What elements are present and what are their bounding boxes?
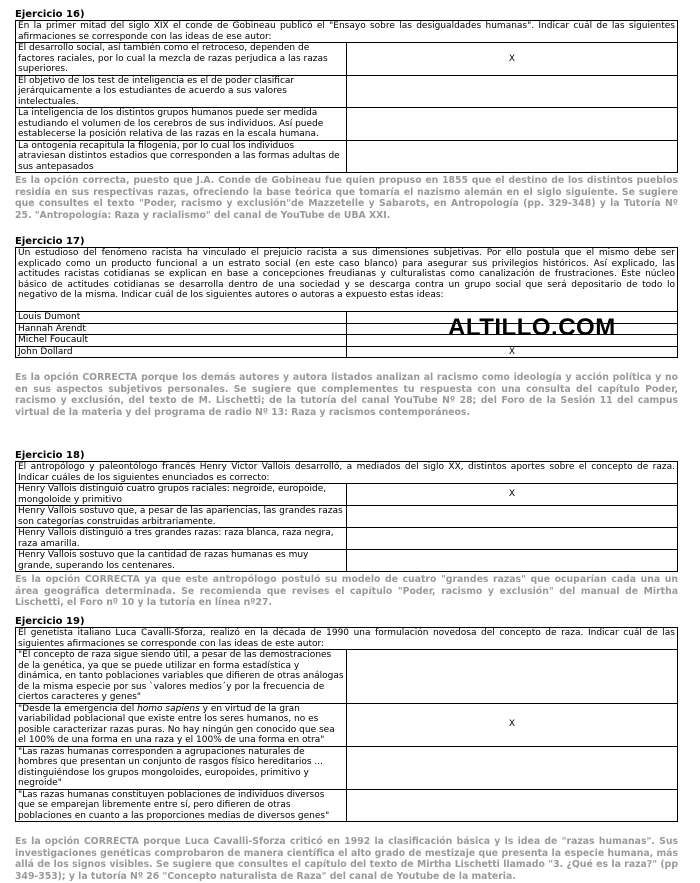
option-text: "Las razas humanas constituyen poblaciones de individuos diversos que se emparejan libremente entre sí, pero difieren de otras poblaciones en cuanto a las proporciones medias de diversos genes" <box>16 789 347 822</box>
explanation-text: Es la opción CORRECTA ya que este antropólogo postuló su modelo de cuatro "grandes razas" que ocuparían cada una un área geográfica determinada. Se recomienda que revises el capítulo "Poder, racismo y exclusión" del manual de Mirtha Lischetti, el Foro nº 10 y la tutoría en línea nº27. <box>15 574 678 609</box>
explanation-text: Es la opción CORRECTA porque los demás autores y autora listados analizan al racismo como ideología y acción política y no en sus aspectos subjetivos personales. Se sugiere que complementes tu respuesta con una consulta del capítulo Poder, racismo y exclusión, del texto de M. Lischetti; de la tutoría del canal YouTube Nº 28; del Foro de la Sesión 11 del campus virtual de la materia y del programa de radio Nº 13: Raza y racismos contemporáneos. <box>15 372 678 419</box>
option-row <box>16 346 678 358</box>
option-text: El desarrollo social, así también como el retroceso, dependen de factores raciales, por lo cual la mezcla de razas perjudica a las razas superiores. <box>16 43 347 76</box>
option-text: Hannah Arendt <box>16 323 347 335</box>
question-text: El genetista italiano Luca Cavalli-Sforza, realizó en la década de 1990 una formulación novedosa del concepto de raza. Indicar cuál de las siguientes afirmaciones se corresponde con las ideas de este autor: <box>16 628 678 650</box>
answer-mark <box>347 108 678 141</box>
option-row <box>16 746 678 789</box>
option-text: El objetivo de los test de inteligencia es el de poder clasificar jerárquicamente a los estudiantes de acuerdo a sus valores intelectuales. <box>16 75 347 108</box>
option-row <box>16 650 678 704</box>
answer-mark <box>347 789 678 822</box>
answer-mark: X <box>347 43 678 76</box>
option-row <box>16 43 678 76</box>
exercise-18 <box>15 450 678 609</box>
exercise-title: Ejercicio 17) <box>15 236 85 247</box>
option-text: Louis Dumont <box>16 312 347 324</box>
option-row <box>16 75 678 108</box>
option-text: Michel Foucault <box>16 335 347 347</box>
option-row <box>16 703 678 746</box>
exercise-table <box>15 20 678 173</box>
exercise-title: Ejercicio 18) <box>15 450 85 461</box>
option-row <box>16 140 678 173</box>
option-row <box>16 506 678 528</box>
answer-mark <box>347 650 678 704</box>
exercise-title: Ejercicio 16) <box>15 9 85 20</box>
answer-mark: X <box>347 703 678 746</box>
option-text: Henry Vallois distinguió a tres grandes razas: raza blanca, raza negra, raza amarilla. <box>16 528 347 550</box>
answer-mark <box>347 75 678 108</box>
exercise-table <box>15 627 678 822</box>
option-text: La inteligencia de los distintos grupos humanos puede ser medida estudiando el volumen de los cerebros de sus individuos. Así puede establecerse la posición relativa de las razas en la escala humana. <box>16 108 347 141</box>
option-text: "Desde la emergencia del homo sapiens y en virtud de la gran variabilidad poblacional que existe entre los seres humanos, no es posible caracterizar razas puras. No hay ningún gen conocido que sea el 100% de una forma en una raza y el 100% de una forma en otra" <box>16 703 347 746</box>
answer-mark <box>347 746 678 789</box>
exercise-title: Ejercicio 19) <box>15 616 85 627</box>
option-text: Henry Vallois sostuvo que, a pesar de las apariencias, las grandes razas son categorías construidas arbitrariamente. <box>16 506 347 528</box>
answer-mark <box>347 140 678 173</box>
answer-mark: X <box>347 346 678 358</box>
option-text: La ontogenia recapitula la filogenia, por lo cual los individuos atraviesan distintos estadios que corresponden a las formas adultas de sus antepasados <box>16 140 347 173</box>
option-text: Henry Vallois distinguió cuatro grupos raciales: negroide, europoide, mongoloide y primitivo <box>16 484 347 506</box>
explanation-text: Es la opción CORRECTA porque Luca Cavalli-Sforza criticó en 1992 la clasificación básica y ls idea de "razas humanas". Sus investigaciones genéticas comprobaron de manera científica el alto grado de mestizaje que presenta la especie humana, más allá de los signos visibles. Se sugiere que consultes el capítulo del texto de Mirtha Lischetti llamado "3. ¿Qué es la raza?" (pp 349-353); y la tutoría Nº 26 "Concepto naturalista de Raza" del canal de Youtube de la materia. <box>15 836 678 883</box>
question-text: En la primer mitad del siglo XIX el conde de Gobineau publicó el "Ensayo sobre las desigualdades humanas". Indicar cuál de las siguientes afirmaciones se corresponde con las ideas de ese autor: <box>16 21 678 43</box>
question-text: El antropólogo y paleontólogo francés Henry Victor Vallois desarrolló, a mediados del siglo XX, distintos aportes sobre el concepto de raza. Indicar cuáles de los siguientes enunciados es correcto: <box>16 462 678 484</box>
option-row <box>16 484 678 506</box>
explanation-text: Es la opción correcta, puesto que J.A. Conde de Gobineau fue quien propuso en 1855 que el destino de los distintos pueblos residía en sus respectivas razas, ofreciendo la base teórica que tomaría el nazismo alemán en el siglo siguiente. Se sugiere que consultes el texto "Poder, racismo y exclusión"de Mazzetelle y Sabarots, en Antropología (pp. 329-348) y la Tutoría Nº 25. "Antropología: Raza y racialismo" del canal de YouTube de UBA XXI. <box>15 175 678 222</box>
watermark-logo: ALTILLO.COM <box>448 314 616 341</box>
answer-mark <box>347 550 678 572</box>
answer-mark <box>347 506 678 528</box>
answer-mark: X <box>347 484 678 506</box>
option-text: "El concepto de raza sigue siendo útil, a pesar de las demostraciones de la genética, ya que se puede utilizar en forma estadística y dinámica, en tanto poblaciones variables que difieren de otras análogas de la misma especie por sus `valores medios´y por la frecuencia de ciertos caracteres y genes" <box>16 650 347 704</box>
species-name: homo sapiens <box>137 703 200 714</box>
option-text: "Las razas humanas corresponden a agrupaciones naturales de hombres que presentan un conjunto de rasgos físico hereditarios ... distinguiéndose los grupos mongoloides, europoides, primitivo y negroide" <box>16 746 347 789</box>
exercise-table <box>15 461 678 572</box>
option-row <box>16 789 678 822</box>
exercise-19 <box>15 616 678 883</box>
option-text: Henry Vallois sostuvo que la cantidad de razas humanas es muy grande, superando los centenares. <box>16 550 347 572</box>
option-text: John Dollard <box>16 346 347 358</box>
question-text: Un estudioso del fenómeno racista ha vinculado el prejuicio racista a sus dimensiones subjetivas. Por ello postula que el mismo debe ser explicado como un producto funcional a un estrato social (en este caso blanco) para asegurar sus privilegios históricos. Así explicado, las actitudes racistas cotidianas se explican en base a concepciones freudianas y culturalistas como canalización de frustraciones. Este núcleo básico de actitudes cotidianas se desarrolla dentro de una sociedad y se descarga contra un grupo social que será depositario de todo lo negativo de la misma. Indicar cuál de los siguientes autores o autoras a expuesto estas ideas: <box>16 248 678 312</box>
option-row <box>16 108 678 141</box>
option-row <box>16 550 678 572</box>
option-row <box>16 528 678 550</box>
exercise-16 <box>15 9 678 222</box>
answer-mark <box>347 528 678 550</box>
